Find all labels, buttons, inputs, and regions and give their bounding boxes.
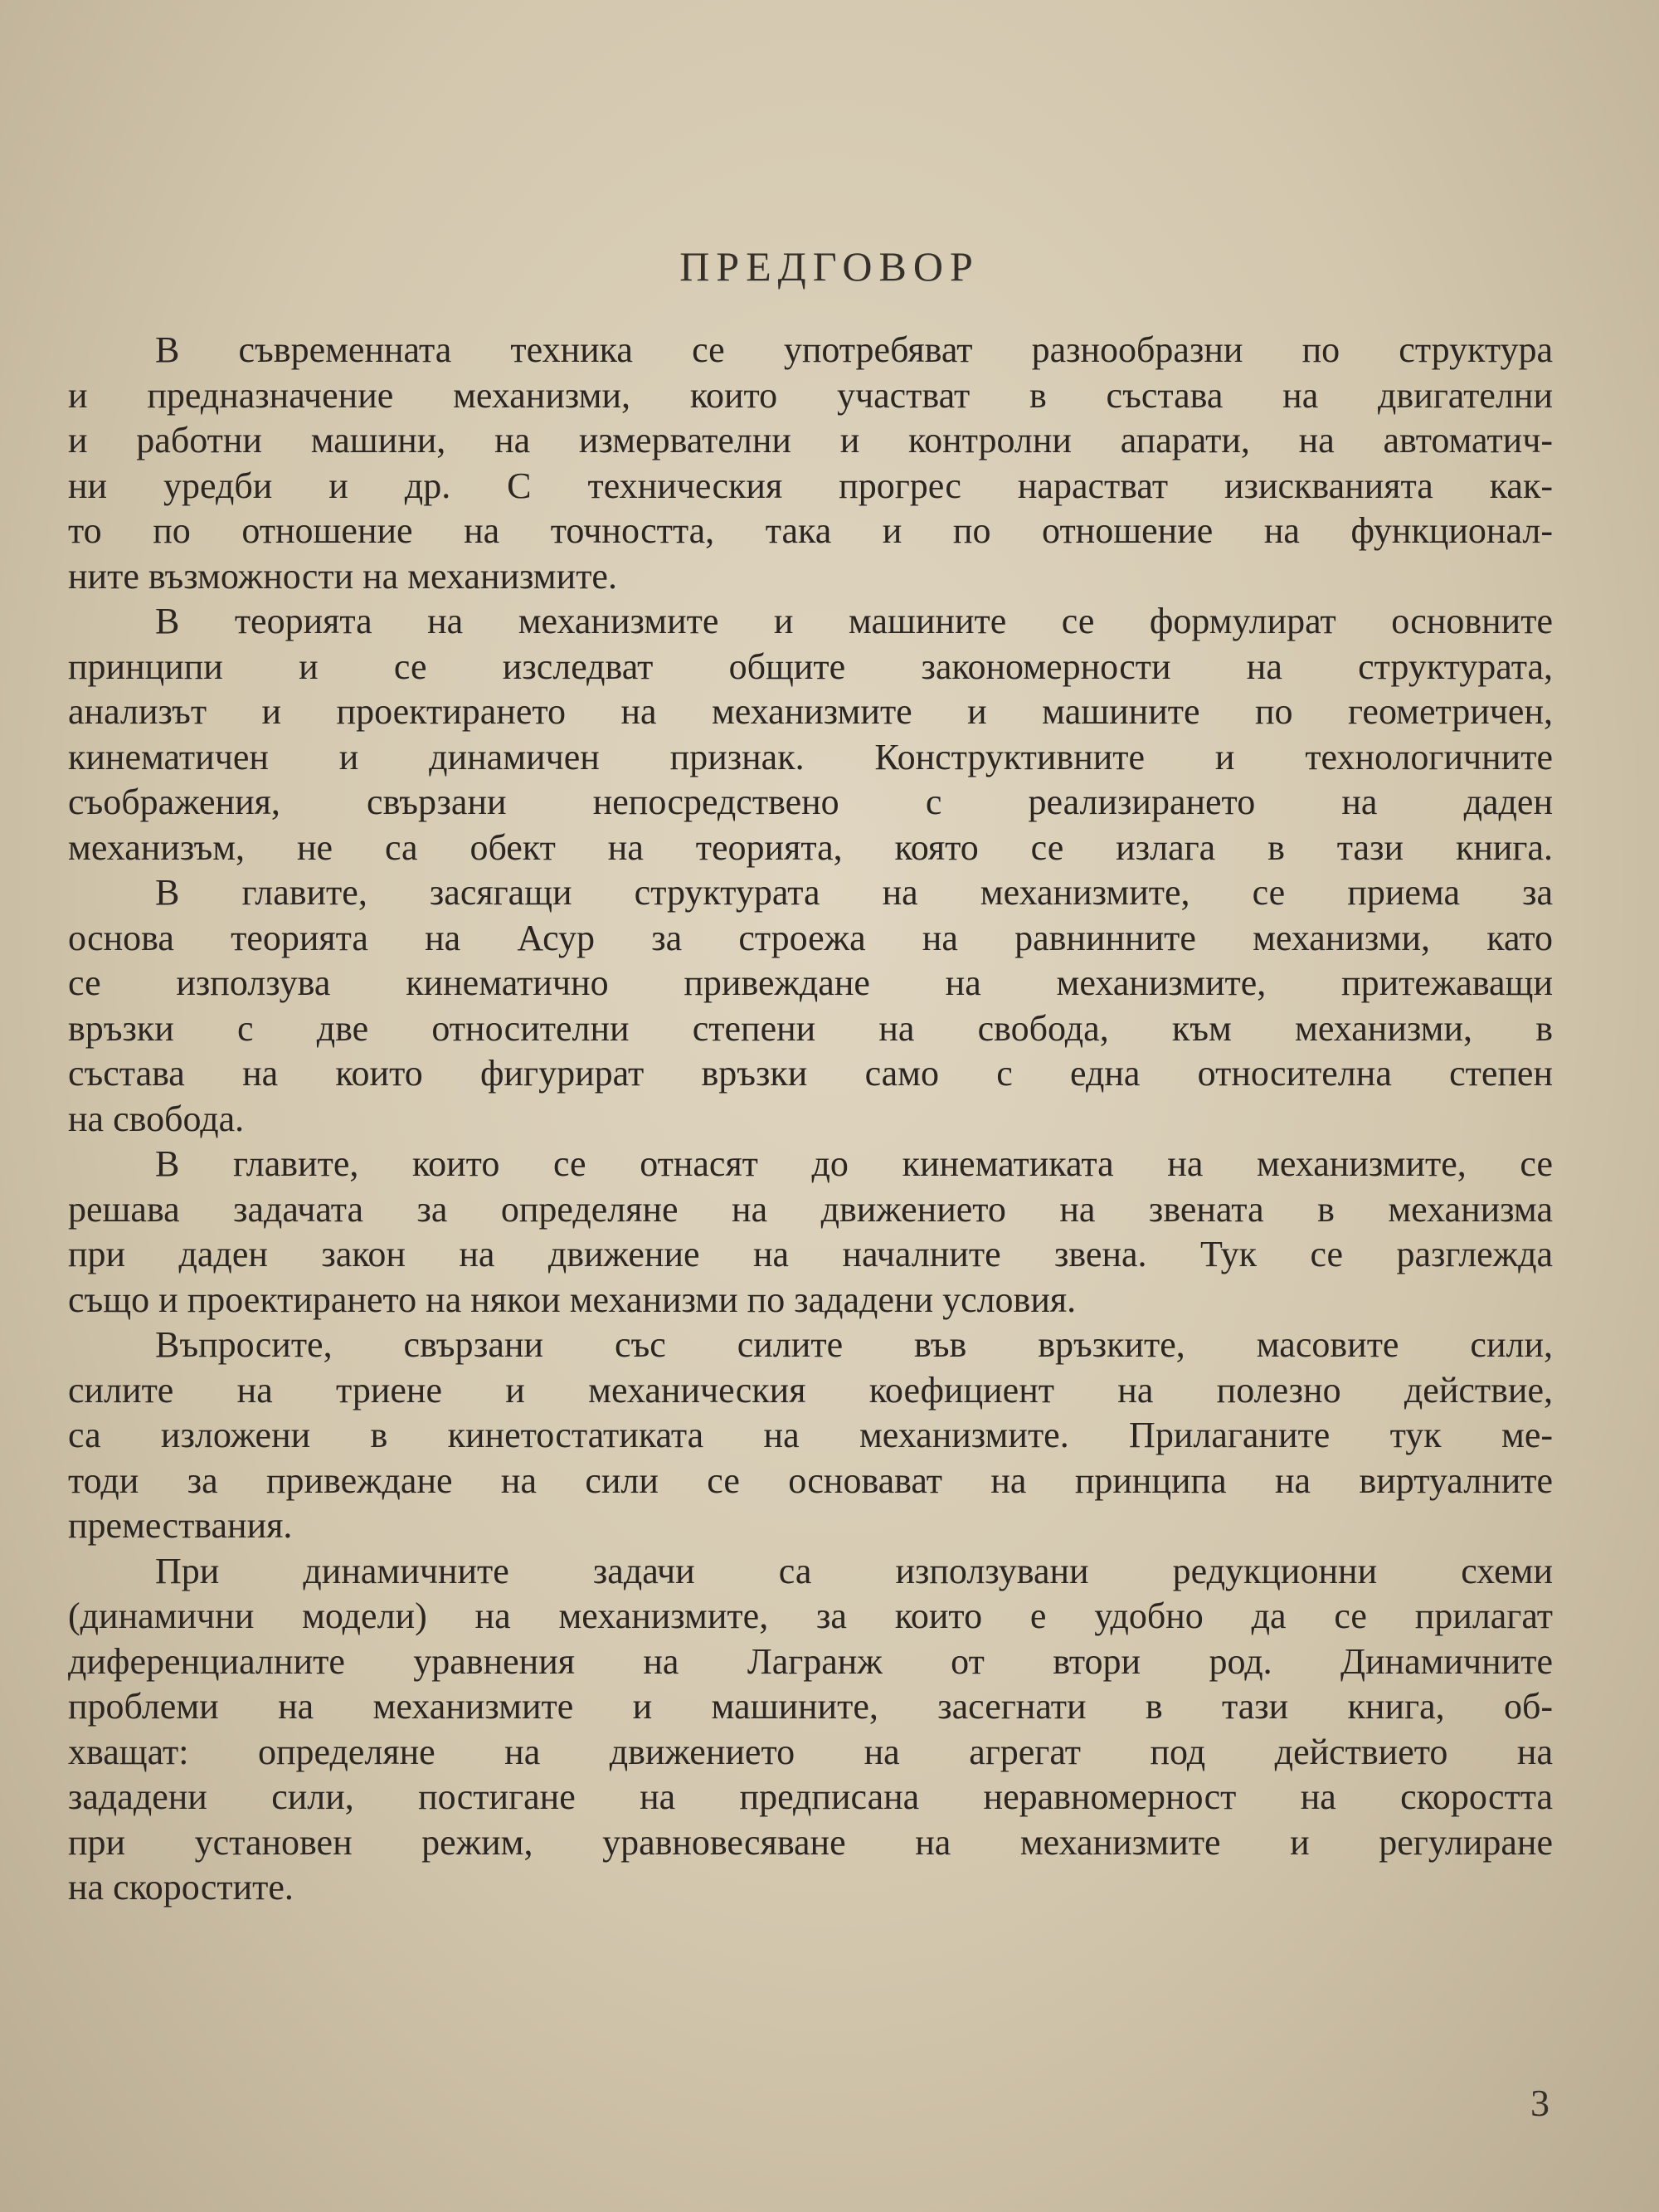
text-line: диференциалните уравнения на Лагранж от втори род. Динамичните	[68, 1640, 1553, 1682]
text-line: В теорията на механизмите и машините се формулират основните	[155, 601, 1553, 641]
text-line: също и проектирането на някои механизми по зададени условия.	[68, 1279, 1077, 1320]
paragraph	[68, 1323, 1553, 1549]
text-line: хващат: определяне на движението на агрегат под действието на	[68, 1731, 1553, 1772]
text-line: зададени сили, постигане на предписана неравномерност на скоростта	[68, 1776, 1553, 1817]
text-line: съображения, свързани непосредствено с реализирането на даден	[68, 782, 1553, 822]
text-line: При динамичните задачи са използувани редукционни схеми	[155, 1550, 1553, 1591]
text-line: състава на които фигурират връзки само с една относителна степен	[68, 1053, 1553, 1094]
text-line: В главите, засягащи структурата на механизмите, се приема за	[155, 872, 1553, 913]
text-line: проблеми на механизмите и машините, засегнати в тази книга, об-	[68, 1686, 1553, 1727]
text-line: на свобода.	[68, 1098, 245, 1139]
text-line: В съвременната техника се употребяват разнообразни по структура	[155, 329, 1553, 370]
text-line: кинематичен и динамичен признак. Конструктивните и технологичните	[68, 736, 1553, 777]
text-line: (динамични модели) на механизмите, за които е удобно да се прилагат	[68, 1596, 1553, 1636]
text-line: при установен режим, уравновесяване на механизмите и регулиране	[68, 1821, 1553, 1863]
text-line: на скоростите.	[68, 1867, 294, 1907]
text-line: и предназначение механизми, които участват в състава на двигателни	[68, 374, 1553, 416]
page-title: ПРЕДГОВОР	[679, 243, 980, 290]
text-line: В главите, които се отнасят до кинематиката на механизмите, се	[155, 1143, 1553, 1184]
text-line: при даден закон на движение на началните звена. Тук се разглежда	[68, 1234, 1553, 1274]
text-line: се използува кинематично привеждане на механизмите, притежаващи	[68, 962, 1553, 1003]
text-line: ни уредби и др. С техническия прогрес нарастват изискванията как-	[68, 465, 1553, 506]
text-line: тоди за привеждане на сили се основават на принципа на виртуалните	[68, 1459, 1553, 1501]
text-line: то по отношение на точността, така и по отношение на функционал-	[68, 510, 1553, 551]
text-line: и работни машини, на измервателни и контролни апарати, на автоматич-	[68, 420, 1553, 460]
text-line: силите на триене и механическия коефициент на полезно действие,	[68, 1369, 1553, 1411]
text-line: ните възможности на механизмите.	[68, 555, 617, 597]
paragraph	[68, 599, 1553, 870]
text-line: решава задачата за определяне на движението на звената в механизма	[68, 1188, 1553, 1230]
text-line: основа теорията на Асур за строежа на равнинните механизми, като	[68, 917, 1553, 958]
text-line: са изложени в кинетостатиката на механизмите. Прилаганите тук ме-	[68, 1415, 1553, 1455]
text-line: премествания.	[68, 1505, 293, 1546]
paragraph	[68, 870, 1553, 1142]
preface-body	[68, 328, 1553, 1911]
paragraph	[68, 1142, 1553, 1323]
paragraph	[68, 328, 1553, 599]
paragraph	[68, 1549, 1553, 1911]
text-line: механизъм, не са обект на теорията, която се излага в тази книга.	[68, 826, 1553, 868]
text-line: връзки с две относителни степени на свобода, към механизми, в	[68, 1007, 1553, 1049]
text-line: Въпросите, свързани със силите във връзките, масовите сили,	[155, 1324, 1553, 1365]
text-line: принципи и се изследват общите закономерности на структурата,	[68, 646, 1553, 687]
page-number: 3	[1530, 2082, 1550, 2124]
text-line: анализът и проектирането на механизмите и машините по геометричен,	[68, 691, 1553, 732]
